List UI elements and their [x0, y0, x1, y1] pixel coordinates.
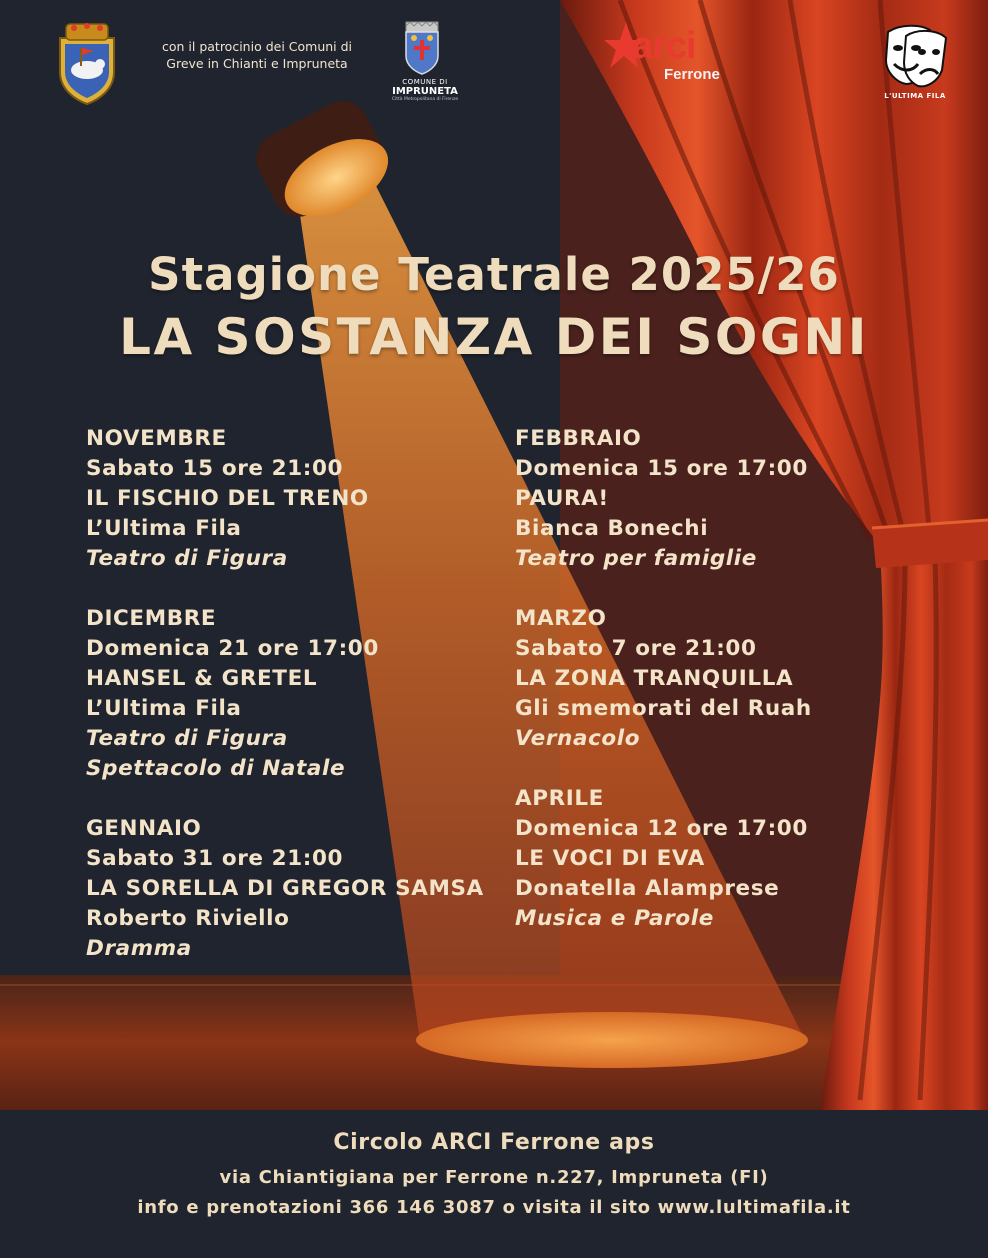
- event-show: HANSEL & GRETEL: [86, 666, 318, 691]
- event-month: APRILE: [515, 786, 604, 811]
- event-show: PAURA!: [515, 486, 609, 511]
- event-april: [515, 784, 935, 934]
- event-genre: Vernacolo: [515, 726, 641, 751]
- footer-address: via Chiantigiana per Ferrone n.227, Impruneta (FI): [219, 1167, 769, 1188]
- event-genre: Teatro di Figura: [86, 546, 288, 571]
- season-title: Stagione Teatrale 2025/26: [148, 248, 840, 301]
- event-month: GENNAIO: [86, 816, 202, 841]
- event-company: L’Ultima Fila: [86, 696, 242, 721]
- ultima-fila-label: L'ULTIMA FILA: [884, 92, 946, 100]
- event-genre: Teatro per famiglie: [515, 546, 757, 571]
- event-month: NOVEMBRE: [86, 426, 227, 451]
- arci-logo-sub: Ferrone: [664, 66, 720, 83]
- events-right-column: [515, 424, 935, 964]
- event-march: [515, 604, 935, 754]
- event-show: IL FISCHIO DEL TRENO: [86, 486, 369, 511]
- event-date: Sabato 15 ore 21:00: [86, 456, 344, 481]
- event-extra: Spettacolo di Natale: [86, 756, 346, 781]
- footer-venue: Circolo ARCI Ferrone aps: [333, 1130, 655, 1155]
- events-left-column: [86, 424, 506, 994]
- event-genre: Musica e Parole: [515, 906, 714, 931]
- event-date: Domenica 21 ore 17:00: [86, 636, 379, 661]
- impruneta-label-name: IMPRUNETA: [392, 86, 458, 97]
- event-november: [86, 424, 506, 574]
- event-month: FEBBRAIO: [515, 426, 642, 451]
- event-show: LE VOCI DI EVA: [515, 846, 705, 871]
- event-show: LA ZONA TRANQUILLA: [515, 666, 794, 691]
- event-february: [515, 424, 935, 574]
- season-subtitle: LA SOSTANZA DEI SOGNI: [119, 308, 869, 366]
- event-january: [86, 814, 506, 964]
- event-company: L’Ultima Fila: [86, 516, 242, 541]
- event-genre: Dramma: [86, 936, 192, 961]
- event-company: Gli smemorati del Ruah: [515, 696, 812, 721]
- footer-info: info e prenotazioni 366 146 3087 o visita il sito www.lultimafila.it: [137, 1197, 851, 1218]
- event-month: MARZO: [515, 606, 607, 631]
- event-company: Roberto Riviello: [86, 906, 290, 931]
- event-date: Sabato 31 ore 21:00: [86, 846, 344, 871]
- impruneta-label: [380, 78, 470, 103]
- event-company: Bianca Bonechi: [515, 516, 709, 541]
- impruneta-coat-of-arms-icon: [400, 20, 444, 76]
- event-show: LA SORELLA DI GREGOR SAMSA: [86, 876, 484, 901]
- patronage-line-2: Greve in Chianti e Impruneta: [166, 56, 348, 71]
- event-genre: Teatro di Figura: [86, 726, 288, 751]
- event-date: Domenica 12 ore 17:00: [515, 816, 808, 841]
- arci-logo-word: arci: [632, 25, 696, 67]
- event-date: Sabato 7 ore 21:00: [515, 636, 757, 661]
- impruneta-label-sub: Città Metropolitana di Firenze: [391, 97, 459, 102]
- greve-coat-of-arms-icon: [52, 20, 122, 106]
- patronage-text: [142, 38, 372, 72]
- event-december: [86, 604, 506, 784]
- event-date: Domenica 15 ore 17:00: [515, 456, 808, 481]
- event-month: DICEMBRE: [86, 606, 217, 631]
- impruneta-label-top: COMUNE DI: [402, 78, 448, 86]
- patronage-line-1: con il patrocinio dei Comuni di: [161, 39, 353, 54]
- event-company: Donatella Alamprese: [515, 876, 780, 901]
- theatre-masks-icon: [880, 22, 950, 90]
